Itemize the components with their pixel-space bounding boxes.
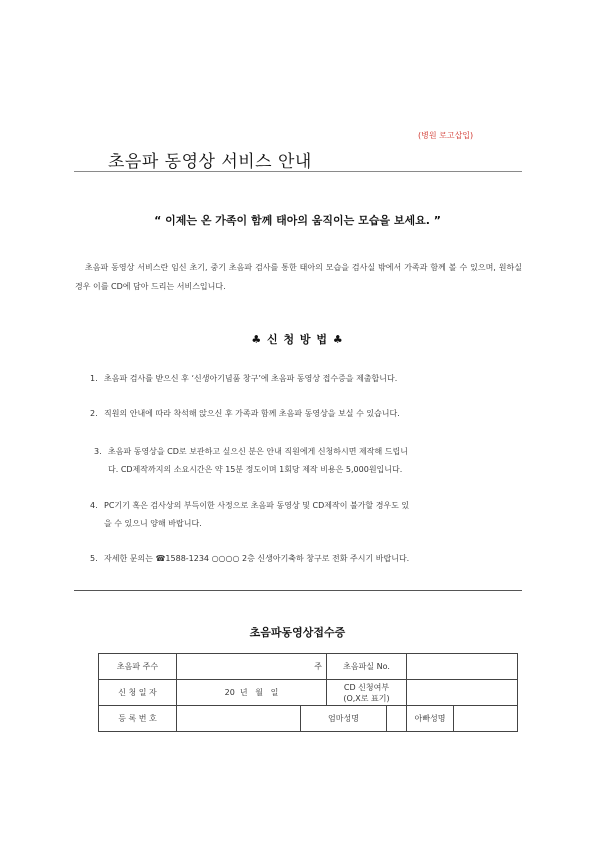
cd-request-label: [327, 680, 407, 706]
step-text: PC기기 혹은 검사상의 부득이한 사정으로 초음파 동영상 및 CD제작이 불가할 경우도 있: [104, 501, 410, 510]
step-item-5: [90, 550, 520, 568]
room-number-label: 초음파실 No.: [327, 654, 407, 680]
receipt-row-weeks: [99, 654, 518, 680]
weeks-field[interactable]: 주: [177, 654, 327, 680]
cd-request-label-line2: (O,X로 표기): [343, 693, 390, 703]
father-name-field[interactable]: [454, 706, 518, 732]
application-date-field[interactable]: 20 년 월 일: [177, 680, 327, 706]
step-number: 3.: [94, 447, 102, 456]
cd-request-label-line1: CD 신청여부: [343, 682, 390, 692]
logo-placeholder-note: (병원 로고삽입): [418, 131, 474, 140]
step-item-2: [90, 405, 520, 423]
step-text-continued: 다. CD제작까지의 소요시간은 약 15분 정도이며 1회당 제작 비용은 5,000원입니다.: [108, 465, 403, 474]
receipt-row-registration: [99, 706, 518, 732]
receipt-form-table: [98, 653, 518, 732]
receipt-row-date: [99, 680, 518, 706]
step-text: 초음파 검사를 받으신 후 ‘신생아기념품 창구’에 초음파 동영상 접수증을 제출합니다.: [104, 374, 398, 383]
step-number: 1.: [90, 374, 98, 383]
step-number: 2.: [90, 409, 98, 418]
weeks-label: 초음파 주수: [99, 654, 177, 680]
step-text: 자세한 문의는 ☎1588-1234 ○○○○ 2층 신생아기축하 창구로 전화 주시기 바랍니다.: [104, 554, 410, 563]
step-number: 4.: [90, 501, 98, 510]
registration-number-label: 등 록 번 호: [99, 706, 177, 732]
receipt-title: 초음파동영상접수증: [249, 626, 346, 639]
application-date-label: 신 청 일 자: [99, 680, 177, 706]
step-number: 5.: [90, 554, 98, 563]
step-text: 직원의 안내에 따라 착석해 앉으신 후 가족과 함께 초음파 동영상을 보실 수 있습니다.: [104, 409, 400, 418]
method-heading: ♣ 신 청 방 법 ♣: [251, 333, 344, 346]
step-item-3: [94, 443, 524, 479]
page-title: 초음파 동영상 서비스 안내: [108, 152, 312, 172]
father-name-label: 아빠성명: [407, 706, 454, 732]
section-divider: [74, 590, 522, 591]
slogan: “ 이제는 온 가족이 함께 태아의 움직이는 모습을 보세요. ”: [154, 214, 441, 227]
step-text: 초음파 동영상을 CD로 보관하고 싶으신 분은 안내 직원에게 신청하시면 제작해 드립니: [108, 447, 408, 456]
step-item-4: [90, 497, 520, 533]
mother-name-label: 엄마성명: [301, 706, 387, 732]
room-number-field[interactable]: [407, 654, 518, 680]
mother-name-field[interactable]: [387, 706, 407, 732]
title-underline: [74, 171, 522, 172]
step-text-continued: 을 수 있으니 양해 바랍니다.: [104, 519, 202, 528]
cd-request-field[interactable]: [407, 680, 518, 706]
registration-number-field[interactable]: [177, 706, 301, 732]
intro-paragraph: 초음파 동영상 서비스란 임신 초기, 중기 초음파 검사를 통한 태아의 모습을 검사실 밖에서 가족과 함께 볼 수 있으며, 원하실 경우 이를 CD에 담아 드리는 서비스입니다.: [75, 263, 522, 291]
step-item-1: [90, 370, 520, 388]
